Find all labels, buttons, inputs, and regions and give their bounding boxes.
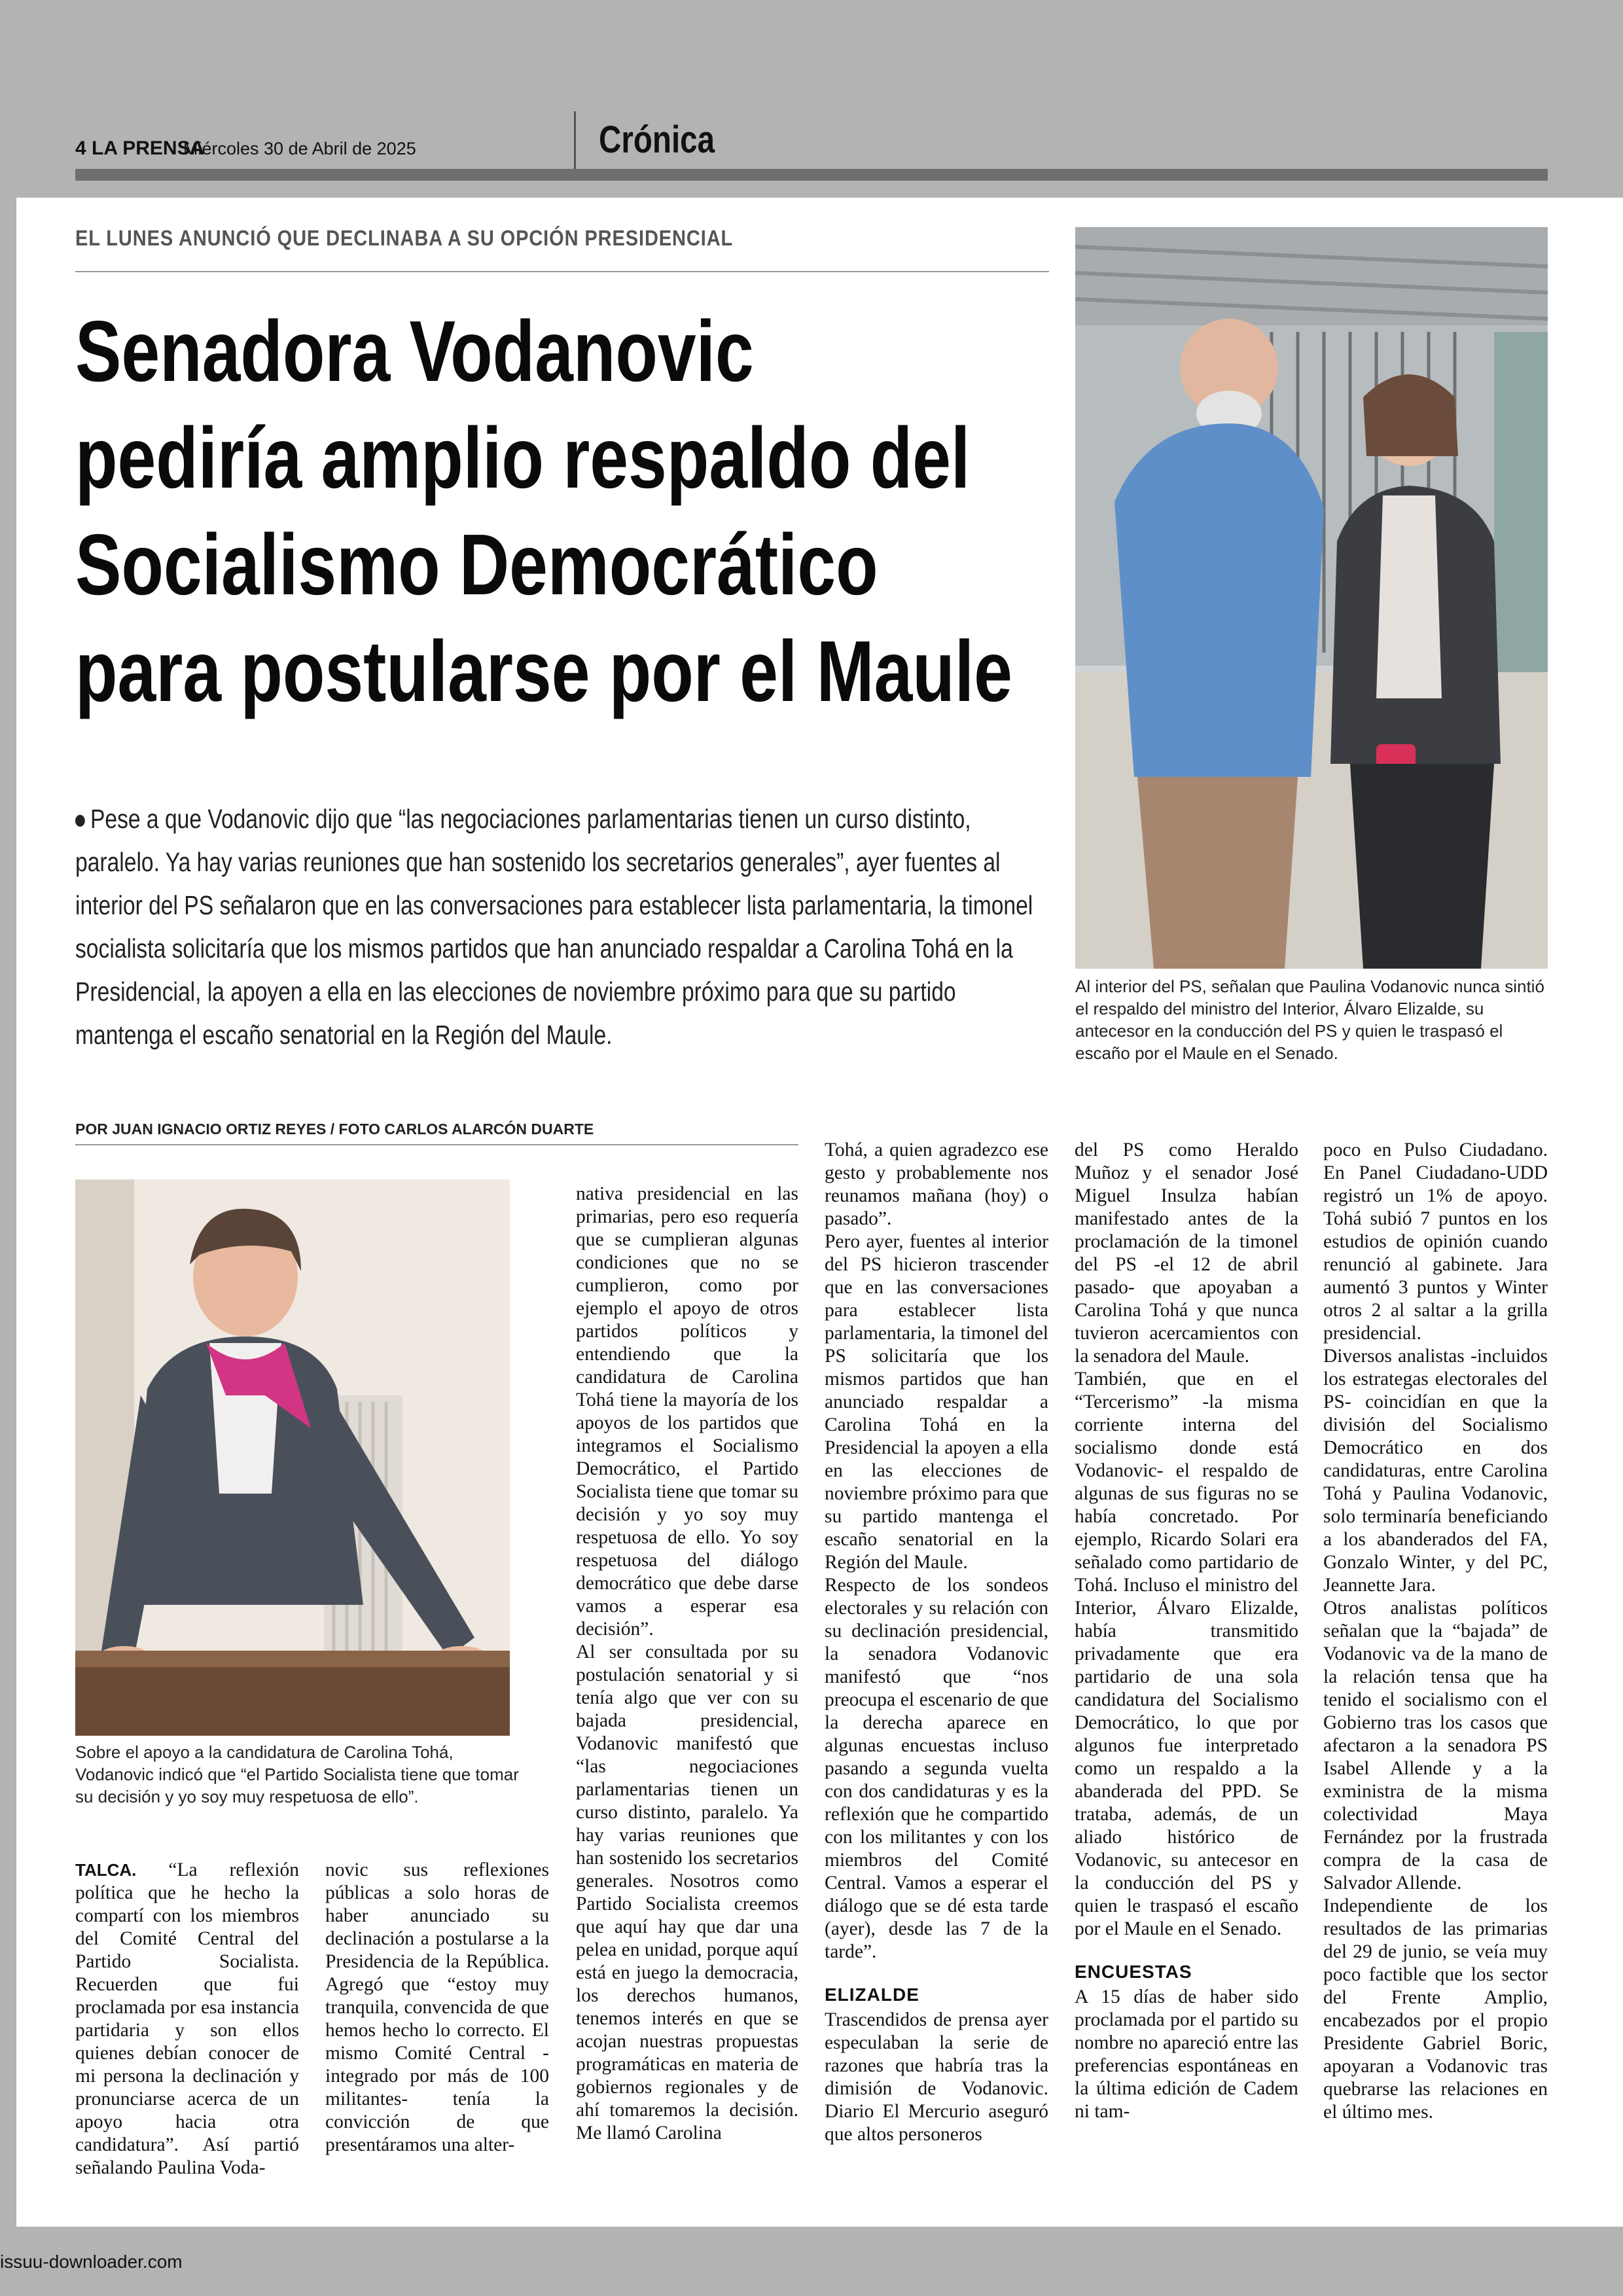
byline: POR JUAN IGNACIO ORTIZ REYES / FOTO CARLOS ALARCÓN DUARTE (75, 1121, 594, 1138)
headline-line: pediría amplio respaldo del (75, 410, 971, 506)
paragraph: Otros analistas políticos señalan que la “bajada” de Vodanovic va de la mano de la relación tensa que ha tenido el socialismo con el Gobierno tras los casos que afectaron a la senadora PS Isabel Allende y a la exministra de la misma colectividad Maya Fernández por la frustrada compra de la casa de Salvador Allende. (1323, 1598, 1548, 1893)
paragraph: A 15 días de haber sido proclamada por el partido su nombre no apareció entre las preferencias espontáneas en la última edición de Cadem ni tam- (1075, 1986, 1298, 2122)
article-headline (75, 298, 1012, 725)
body-column-6 (1323, 1139, 1548, 2124)
lead-text: Pese a que Vodanovic dijo que “las negociaciones parlamentarias tienen un curso distinto, paralelo. Ya hay varias reuniones que han sostenido los secretarios generales”, ayer fuentes al interior del PS señalaron que en las conversaciones para establecer lista parlamentaria, la timonel socialista solicitaría que los mismos partidos que han anunciado respaldar a Carolina Tohá en la Presidencial, la apoyen a ella en las elecciones de noviembre próximo para que su partido mantenga el escaño senatorial en la Región del Maule. (75, 804, 1033, 1050)
issue-date: Miércoles 30 de Abril de 2025 (183, 139, 416, 158)
kicker-rule (75, 271, 1049, 272)
page-number: 4 LA PRENSA (75, 137, 205, 159)
body-column-3 (576, 1183, 798, 2145)
body-column-5 (1075, 1139, 1298, 2123)
header-divider (574, 111, 576, 173)
paragraph: Trascendidos de prensa ayer especulaban la serie de razones que habría tras la dimisión de Vodanovic. Diario El Mercurio aseguró que altos personeros (825, 2009, 1048, 2145)
paragraph: poco en Pulso Ciudadano. En Panel Ciudadano-UDD registró un 1% de apoyo. Tohá subió 7 puntos en los estudios de opinión cuando renunció al gabinete. Jara aumentó 3 puntos y Winter otros 2 al saltar a la grilla presidencial. (1323, 1139, 1548, 1344)
bullet-icon (75, 815, 85, 827)
paragraph: del PS como Heraldo Muñoz y el senador José Miguel Insulza habían manifestado antes de la proclamación de la timonel del PS -el 12 de abril pasado- que apoyaban a Carolina Tohá y que nunca tuvieron acercamientos con la senadora del Maule. (1075, 1139, 1298, 1367)
body-column-4 (825, 1139, 1048, 2146)
paragraph: Al ser consultada por su postulación senatorial y si tenía algo que ver con su bajada presidencial, Vodanovic manifestó que “las negociaciones parlamentarias tienen un curso distinto, paralelo. Ya hay varias reuniones que han sostenido los secretarios generales. Nosotros como Partido Socialista creemos que aquí hay que dar una pelea en unidad, porque aquí está en juego la democracia, los derechos humanos, tenemos interés en que se acojan nuestras propuestas programáticas en materia de gobiernos regionales y de ahí tomaremos la decisión. Me llamó Carolina (576, 1641, 798, 2144)
headline-line: Socialismo Democrático (75, 516, 878, 613)
paragraph: Diversos analistas -incluidos los estrategas electorales del PS- coincidían en que la división del Socialismo Democrático en dos candidaturas, entre Carolina Tohá y Paulina Vodanovic, solo terminaría beneficiando a los abanderados del FA, Gonzalo Winter, y del PC, Jeannette Jara. (1323, 1346, 1548, 1596)
body-column-2 (325, 1859, 549, 2157)
body-column-1 (75, 1859, 299, 2179)
paragraph: Tohá, a quien agradezco ese gesto y probablemente nos reunamos mañana (hoy) o pasado”. (825, 1139, 1048, 1229)
section-name: Crónica (599, 118, 715, 161)
paragraph: novic sus reflexiones públicas a solo horas de haber anunciado su declinación a postularse a la Presidencia de la República. Agregó que “estoy muy tranquila, convencida de que hemos hecho lo correcto. El mismo Comité Central -integrado por más de 100 militantes- tenía la convicción de que presentáramos una alter- (325, 1859, 549, 2155)
photo-caption-top: Al interior del PS, señalan que Paulina Vodanovic nunca sintió el respaldo del ministro del Interior, Álvaro Elizalde, su antecesor en la conducción del PS y quien le traspasó el escaño por el Maule en el Senado. (1075, 977, 1544, 1063)
photo-caption-left: Sobre el apoyo a la candidatura de Carolina Tohá, Vodanovic indicó que “el Partido Socialista tiene que tomar su decisión y yo soy muy respetuosa de ello”. (75, 1742, 519, 1806)
article-lead (75, 797, 1041, 1056)
article-kicker: EL LUNES ANUNCIÓ QUE DECLINABA A SU OPCIÓN PRESIDENCIAL (75, 226, 734, 250)
byline-rule (75, 1144, 798, 1145)
dateline: TALCA. (75, 1860, 137, 1880)
header-rule (75, 169, 1548, 181)
headline-line: Senadora Vodanovic (75, 303, 754, 399)
headline-line: para postularse por el Maule (75, 623, 1012, 719)
paragraph: Independiente de los resultados de las primarias del 29 de junio, se veía muy poco factible que los sector del Frente Amplio, encabezados por el propio Presidente Gabriel Boric, apoyaran a Vodanovic tras quebrarse las relaciones en el último mes. (1323, 1895, 1548, 2123)
paragraph: Respecto de los sondeos electorales y su relación con su declinación presidencial, la senadora Vodanovic manifestó que “nos preocupa el escenario de que la derecha aparece en algunas encuestas incluso pasando a segunda vuelta con dos candidaturas y es la reflexión que he compartido con los militantes y con los miembros del Comité Central. Vamos a esperar el diálogo que se dé esta tarde (ayer), desde las 7 de la tarde”. (825, 1575, 1048, 1962)
photo-vodanovic-elizalde (1075, 227, 1548, 969)
watermark-link[interactable]: issuu-downloader.com (0, 2251, 183, 2272)
paragraph: También, que en el “Tercerismo” -la misma corriente interna del socialismo donde está Vodanovic- el respaldo de algunas de sus figuras no se había concretado. Por ejemplo, Ricardo Solari era señalado como partidario de Tohá. Incluso el ministro del Interior, Álvaro Elizalde, había transmitido privadamente que era partidario de una sola candidatura del Socialismo Democrático, lo que por algunos fue interpretado como un respaldo a la abanderada del PPD. Se trataba, además, de un aliado histórico de Vodanovic, su antecesor en la conducción del PS y quien le traspasó el escaño por el Maule en el Senado. (1075, 1369, 1298, 1939)
paragraph: “La reflexión política que he hecho la compartí con los miembros del Comité Central del Partido Socialista. Recuerden que fui proclamada por esa instancia partidaria y son ellos quienes debían conocer de mi persona la declinación y pronunciarse acerca de un apoyo hacia otra candidatura”. Así partió señalando Paulina Voda- (75, 1859, 300, 2178)
paragraph: Pero ayer, fuentes al interior del PS hicieron trascender que en las conversaciones para establecer lista parlamentaria, la timonel del PS solicitaría que los mismos partidos que han anunciado respaldar a Carolina Tohá en la Presidencial la apoyen a ella en las elecciones de noviembre próximo para que su partido mantenga el escaño senatorial en la Región del Maule. (825, 1231, 1048, 1573)
subhead-encuestas: ENCUESTAS (1075, 1962, 1192, 1982)
paragraph: nativa presidencial en las primarias, pero eso requería que se cumplieran algunas condiciones que no se cumplieron, como por ejemplo el apoyo de otros partidos políticos y entendiendo que la candidatura de Carolina Tohá tiene la mayoría de los apoyos de los partidos que integramos el Socialismo Democrático, el Partido Socialista tiene que tomar su decisión y yo soy muy respetuosa de ello. Yo soy respetuosa del diálogo democrático que debe darse vamos a esperar esa decisión”. (576, 1183, 798, 1640)
photo-vodanovic-portrait (75, 1179, 510, 1736)
subhead-elizalde: ELIZALDE (825, 1984, 919, 2005)
